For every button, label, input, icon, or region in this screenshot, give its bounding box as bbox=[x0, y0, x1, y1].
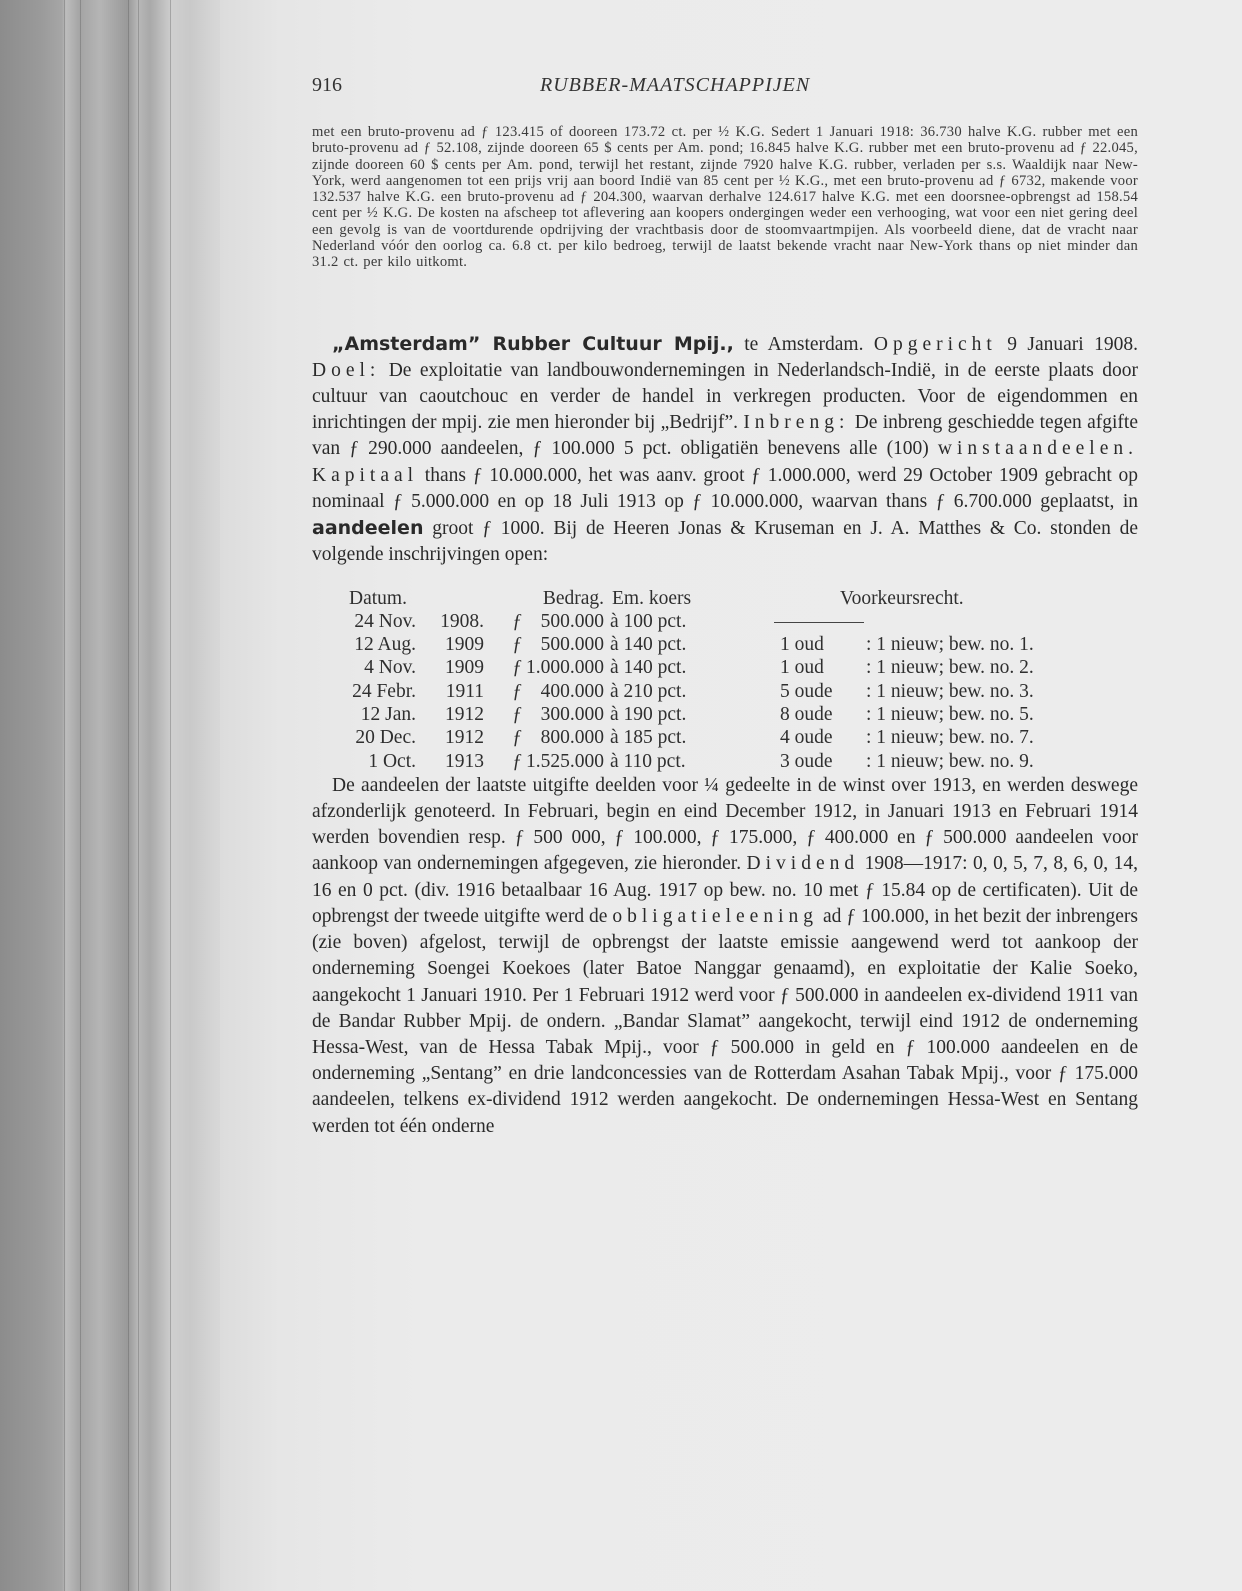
cell-year: 1912 bbox=[445, 703, 484, 725]
page-number: 916 bbox=[312, 74, 342, 96]
header-datum: Datum. bbox=[349, 587, 407, 609]
table-row bbox=[312, 726, 1138, 749]
cell-new-ratio: : 1 nieuw; bew. no. 2. bbox=[866, 657, 1034, 679]
florin-sign: ƒ bbox=[512, 657, 522, 679]
running-title: RUBBER-MAATSCHAPPIJEN bbox=[540, 74, 811, 96]
table-row bbox=[312, 750, 1138, 773]
text-run: 1908—1917: 0, 0, 5, 7, 8, 6, 0, 14, 16 en 0 pct. (div. 1916 betaalbaar 16 Aug. 1917 op bew. no. 10 met ƒ 15.84 op de certificaten). Uit de opbrengst der tweede uitgifte werd de bbox=[312, 853, 1138, 927]
text-run: te Amsterdam. bbox=[733, 333, 874, 355]
table-row bbox=[312, 633, 1138, 656]
cell-year: 1911 bbox=[445, 680, 484, 702]
continued-paragraph bbox=[312, 124, 1138, 271]
text-run: De exploitatie van landbouwondernemingen in Nederlandsch-Indië, in de eerste plaats door cultuur van caoutchouc en verder de handel in verkregen producten. Voor de eigendommen en inrichtingen der mpij. zie men hieronder bij „Bedrijf”. bbox=[312, 359, 1138, 434]
header-voorkeursrecht: Voorkeursrecht. bbox=[840, 587, 964, 609]
table-row bbox=[312, 703, 1138, 726]
cell-year: 1913 bbox=[445, 750, 484, 772]
florin-sign: ƒ bbox=[512, 634, 522, 656]
cell-old-ratio: 8 oude bbox=[780, 703, 833, 725]
page-header bbox=[312, 70, 1138, 110]
cell-koers: à 210 pct. bbox=[610, 680, 687, 702]
text-run: 9 Januari 1908. bbox=[996, 333, 1138, 355]
text-run: ad ƒ 100.000, in het bezit der inbrengers (zie boven) afgelost, terwijl de opbrengst der laatste emissie aangewend werd tot aankoop der onderneming Soengei Koekoes (later Batoe Nanggar genaamd), en exploitatie der Kalie Soeko, aangekocht 1 Januari 1910. Per 1 Februari 1912 werd voor ƒ 500.000 in aandeelen ex-dividend 1911 van de Bandar Rubber Mpij. de ondern. „Bandar Slamat” aangekocht, terwijl eind 1912 de onderneming Hessa-West, van de Hessa Tabak Mpij., voor ƒ 500.000 in geld en ƒ 100.000 aandeelen en de onderneming „Sentang” en drie landconcessies van de Rotterdam Asahan Tabak Mpij., voor ƒ 175.000 aandeelen, telkens ex-dividend 1912 werden aangekocht. De ondernemingen Hessa-West en Sentang werden tot één onderne bbox=[312, 905, 1138, 1137]
label-doel: Doel: bbox=[312, 359, 381, 381]
cell-koers: à 185 pct. bbox=[610, 727, 687, 749]
cell-new-ratio: : 1 nieuw; bew. no. 1. bbox=[866, 634, 1034, 656]
text-run: De aandeelen der laatste uitgifte deelden voor ¼ gedeelte in de winst over 1913, en werden deswege afzonderlijk genoteerd. In Februari, begin en eind December 1912, in Januari 1913 en Februari 1914 werden bovendien resp. ƒ 500 000, ƒ 100.000, ƒ 175.000, ƒ 400.000 en ƒ 500.000 aandeelen voor aankoop van ondernemingen afgegeven, zie hieronder. bbox=[312, 774, 1138, 875]
florin-sign: ƒ bbox=[512, 610, 522, 632]
table-header-row bbox=[312, 587, 1138, 610]
small-print-text: met een bruto-provenu ad ƒ 123.415 of dooreen 173.72 ct. per ½ K.G. Sedert 1 Januari 1918: 36.730 halve K.G. rubber met een bruto-provenu ad ƒ 52.108, zijnde dooreen 65 $ cents per Am. pond; 16.845 halve K.G. rubber met een bruto-provenu ad ƒ 22.045, zijnde dooreen 60 $ cents per Am. pond, terwijl het restant, zijnde 7920 halve K.G. rubber, verladen per s.s. Waaldijk naar New-York, werd aangenomen tot een prijs vrij aan boord Indië van 85 cent per ½ K.G., met een bruto-provenu ad ƒ 6732, makende voor 132.537 halve K.G. een bruto-provenu ad ƒ 204.300, waarvan derhalve 124.617 halve K.G. met een doorsnee-opbrengst ad 158.54 cent per ½ K.G. De kosten na afscheep tot aflevering aan koopers ondergingen weder een verhooging, wat voor een niet gering deel een gevolg is van de voortdurende opdrijving der vrachtbasis door de stoomvaartmpijen. Als voorbeeld diene, dat de vracht naar Nederland vóór den oorlog ca. 6.8 ct. per kilo bedroeg, terwijl de laatst bekende vracht naar New-York thans op niet minder dan 31.2 ct. per kilo uitkomt. bbox=[312, 124, 1138, 271]
cell-year: 1909 bbox=[445, 657, 484, 679]
cell-year: 1912 bbox=[445, 727, 484, 749]
cell-new-ratio: : 1 nieuw; bew. no. 9. bbox=[866, 750, 1034, 772]
cell-koers: à 190 pct. bbox=[610, 703, 687, 725]
cell-koers: à 100 pct. bbox=[610, 610, 687, 632]
cell-date: 12 Aug. bbox=[354, 634, 416, 656]
label-winstaandeelen: winstaandeelen. bbox=[937, 438, 1138, 460]
text-run: groot ƒ 1000. Bij de Heeren Jonas & Kruseman en J. A. Matthes & Co. stonden de volgende inschrijvingen open: bbox=[312, 518, 1138, 566]
label-obligatieleening: obligatieleening bbox=[612, 905, 818, 927]
cell-year: 1908. bbox=[440, 610, 484, 632]
cell-koers: à 140 pct. bbox=[610, 634, 687, 656]
no-preference-dash bbox=[718, 610, 864, 633]
cell-year: 1909 bbox=[445, 634, 484, 656]
dividend-paragraph bbox=[312, 773, 1138, 1140]
cell-date: 20 Dec. bbox=[355, 727, 416, 749]
label-opgericht: Opgericht bbox=[873, 333, 997, 355]
florin-sign: ƒ bbox=[512, 703, 522, 725]
table-row bbox=[312, 656, 1138, 679]
cell-amount: 300.000 bbox=[540, 703, 604, 725]
florin-sign: ƒ bbox=[512, 750, 522, 772]
header-em-koers: Em. koers bbox=[612, 587, 692, 609]
cell-koers: à 140 pct. bbox=[610, 657, 687, 679]
header-bedrag: Bedrag. bbox=[542, 587, 604, 609]
cell-amount: 500.000 bbox=[540, 634, 604, 656]
label-dividend: Dividend bbox=[746, 853, 860, 875]
cell-amount: 1.000.000 bbox=[526, 657, 604, 679]
label-aandeelen: aandeelen bbox=[312, 517, 424, 540]
cell-date: 1 Oct. bbox=[368, 750, 416, 772]
cell-amount: 1.525.000 bbox=[526, 750, 604, 772]
cell-new-ratio: : 1 nieuw; bew. no. 7. bbox=[866, 727, 1034, 749]
label-kapitaal: Kapitaal bbox=[312, 464, 419, 486]
cell-old-ratio: 1 oud bbox=[780, 634, 824, 656]
text-run: thans ƒ 10.000.000, het was aanv. groot ƒ 1.000.000, werd 29 October 1909 gebracht op nominaal ƒ 5.000.000 en op 18 Juli 1913 op ƒ 10.000.000, waarvan thans ƒ 6.700.000 geplaatst, in bbox=[312, 464, 1138, 512]
table-row bbox=[312, 680, 1138, 703]
page-content bbox=[312, 70, 1138, 1140]
cell-new-ratio: : 1 nieuw; bew. no. 5. bbox=[866, 703, 1034, 725]
cell-amount: 400.000 bbox=[540, 680, 604, 702]
cell-date: 24 Febr. bbox=[352, 680, 416, 702]
cell-date: 24 Nov. bbox=[354, 610, 416, 632]
cell-koers: à 110 pct. bbox=[610, 750, 686, 772]
cell-old-ratio: 4 oude bbox=[780, 727, 833, 749]
entry-intro-paragraph bbox=[312, 331, 1138, 569]
cell-old-ratio: 3 oude bbox=[780, 750, 833, 772]
label-inbreng: Inbreng: bbox=[743, 412, 850, 434]
cell-amount: 500.000 bbox=[540, 610, 604, 632]
table-row bbox=[312, 610, 1138, 633]
cell-new-ratio: : 1 nieuw; bew. no. 3. bbox=[866, 680, 1034, 702]
cell-old-ratio: 5 oude bbox=[780, 680, 833, 702]
cell-date: 4 Nov. bbox=[364, 657, 416, 679]
cell-amount: 800.000 bbox=[540, 727, 604, 749]
cell-date: 12 Jan. bbox=[360, 703, 416, 725]
company-entry bbox=[312, 331, 1138, 1140]
text-run: De inbreng geschiedde tegen afgifte van ƒ 290.000 aandeelen, ƒ 100.000 5 pct. obligatiën benevens alle (100) bbox=[312, 412, 1138, 460]
subscriptions-table bbox=[312, 587, 1138, 773]
florin-sign: ƒ bbox=[512, 727, 522, 749]
cell-old-ratio: 1 oud bbox=[780, 657, 824, 679]
florin-sign: ƒ bbox=[512, 680, 522, 702]
company-name: „Amsterdam” Rubber Cultuur Mpij., bbox=[332, 332, 734, 355]
